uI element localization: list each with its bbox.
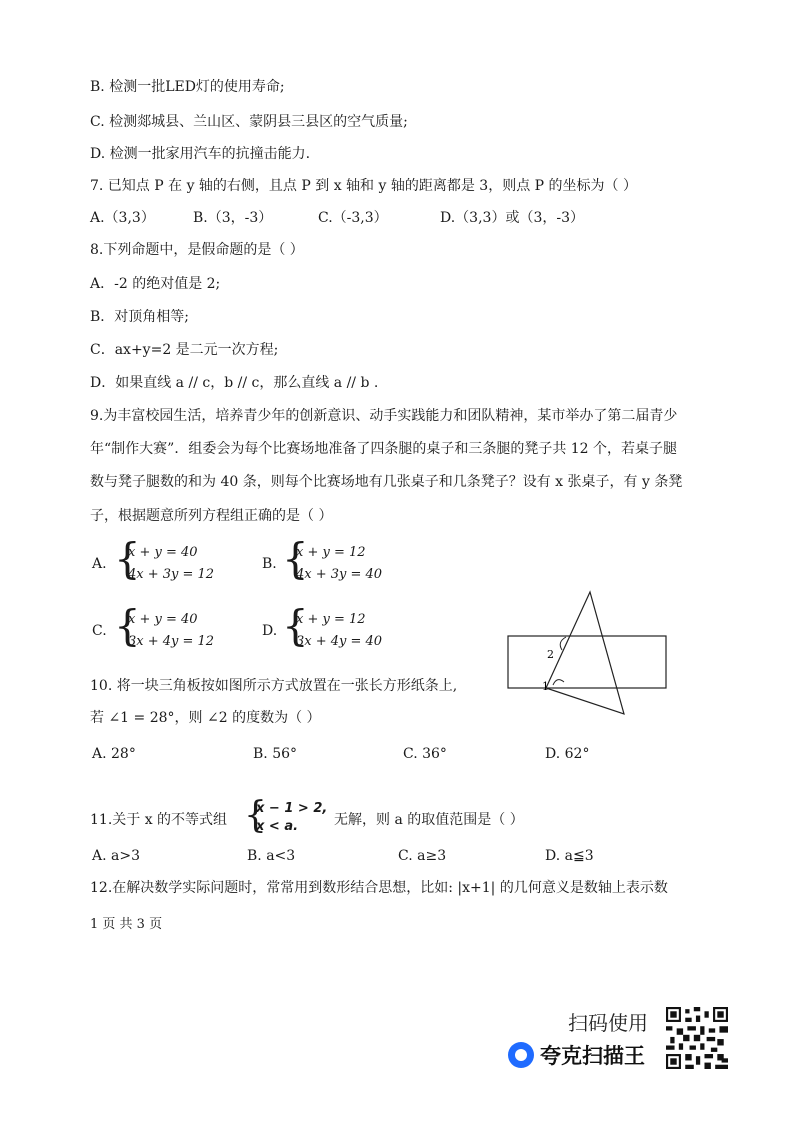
q9-option-a-system xyxy=(114,534,234,588)
q11-option-d: D. a≦3 xyxy=(545,848,594,864)
q9-option-d-eq1: x + y = 12 xyxy=(296,612,366,627)
brace-icon: { xyxy=(244,795,267,836)
paper-strip xyxy=(508,636,666,688)
q8-option-a: A．-2 的绝对值是 2; xyxy=(90,276,221,292)
q7-stem: 7. 已知点 P 在 y 轴的右侧，且点 P 到 x 轴和 y 轴的距离都是 3，则点 P 的坐标为（ ） xyxy=(90,178,637,194)
q10-stem-line1: 10. 将一块三角板按如图所示方式放置在一张长方形纸条上, xyxy=(90,678,458,694)
q9-option-c-system xyxy=(114,601,234,655)
q8-option-b: B．对顶角相等; xyxy=(90,309,190,325)
q9-option-b-eq2: 4x + 3y = 40 xyxy=(296,567,383,582)
q11-inequality-system xyxy=(244,795,334,840)
q7-option-d: D.（3,3）或（3，-3） xyxy=(440,210,584,226)
brace-icon: { xyxy=(282,534,309,583)
q11-option-b: B. a<3 xyxy=(247,848,296,864)
angle1-arc xyxy=(553,680,564,685)
q10-option-a: A. 28° xyxy=(92,746,136,762)
q9-option-a-eq2: 4x + 3y = 12 xyxy=(128,567,215,582)
q10-option-d: D. 62° xyxy=(545,746,590,762)
q9-option-c-eq2: 3x + 4y = 12 xyxy=(128,634,215,649)
q9-stem-line2: 年“制作大赛”．组委会为每个比赛场地准备了四条腿的桌子和三条腿的凳子共 12 个，若桌子腿 xyxy=(90,441,678,457)
q11-prefix: 11.关于 x 的不等式组 xyxy=(90,812,228,828)
brace-icon: { xyxy=(114,601,141,650)
q10-option-b: B. 56° xyxy=(253,746,298,762)
q9-option-c-label: C. xyxy=(92,623,107,639)
q7-option-a: A.（3,3） xyxy=(90,210,155,226)
q11-ineq2: x < a. xyxy=(256,819,299,834)
q11-suffix: 无解，则 a 的取值范围是（ ） xyxy=(334,812,524,828)
q9-option-d-system xyxy=(282,601,402,655)
qr-code-icon[interactable] xyxy=(666,1007,728,1069)
q9-option-d-label: D. xyxy=(262,623,278,639)
q8-stem: 8.下列命题中，是假命题的是（ ） xyxy=(90,242,304,258)
triangle-ruler xyxy=(546,592,624,714)
angle2-label: 2 xyxy=(547,648,554,661)
q9-option-d-eq2: 3x + 4y = 40 xyxy=(296,634,383,649)
q8-option-c: C．ax+y=2 是二元一次方程; xyxy=(90,342,279,358)
q9-option-b-system xyxy=(282,534,402,588)
page-number: 1 页 共 3 页 xyxy=(90,917,163,932)
q9-option-b-label: B. xyxy=(262,556,277,572)
q9-option-a-label: A. xyxy=(92,556,107,572)
scan-to-use-label: 扫码使用 xyxy=(568,1011,648,1035)
q6-option-d: D. 检测一批家用汽车的抗撞击能力. xyxy=(90,146,311,162)
brace-icon: { xyxy=(114,534,141,583)
q6-option-c: C. 检测郯城县、兰山区、蒙阴县三县区的空气质量; xyxy=(90,114,408,130)
q9-option-c-eq1: x + y = 40 xyxy=(128,612,198,627)
q9-stem-line3: 数与凳子腿数的和为 40 条，则每个比赛场地有几张桌子和几条凳子？设有 x 张桌子，有 y 条凳 xyxy=(90,474,683,490)
q11-ineq1: x − 1 > 2, xyxy=(256,801,328,816)
q11-option-c: C. a≥3 xyxy=(398,848,447,864)
q10-stem-line2: 若 ∠1 = 28°，则 ∠2 的度数为（ ） xyxy=(90,710,321,726)
angle1-label: 1 xyxy=(542,680,549,693)
quark-logo-icon xyxy=(508,1042,534,1068)
q7-option-b: B.（3，-3） xyxy=(193,210,273,226)
q7-option-c: C.（-3,3） xyxy=(318,210,388,226)
q6-option-b: B. 检测一批LED灯的使用寿命; xyxy=(90,79,285,95)
q9-option-b-eq1: x + y = 12 xyxy=(296,545,366,560)
q9-option-a-eq1: x + y = 40 xyxy=(128,545,198,560)
scanner-brand-text: 夸克扫描王 xyxy=(540,1044,645,1068)
q9-stem-line4: 子，根据题意所列方程组正确的是（ ） xyxy=(90,508,333,524)
brace-icon: { xyxy=(282,601,309,650)
angle2-arc xyxy=(560,637,566,650)
q11-option-a: A. a>3 xyxy=(92,848,140,864)
q10-option-c: C. 36° xyxy=(403,746,447,762)
q10-figure xyxy=(500,588,670,720)
scanner-brand xyxy=(508,1040,645,1070)
q12-stem-line1: 12.在解决数学实际问题时，常常用到数形结合思想，比如: |x+1| 的几何意义是数轴上表示数 xyxy=(90,880,668,896)
q9-stem-line1: 9.为丰富校园生活，培养青少年的创新意识、动手实践能力和团队精神，某市举办了第二届青少 xyxy=(90,408,678,424)
q8-option-d: D．如果直线 a // c，b // c，那么直线 a // b . xyxy=(90,375,379,391)
